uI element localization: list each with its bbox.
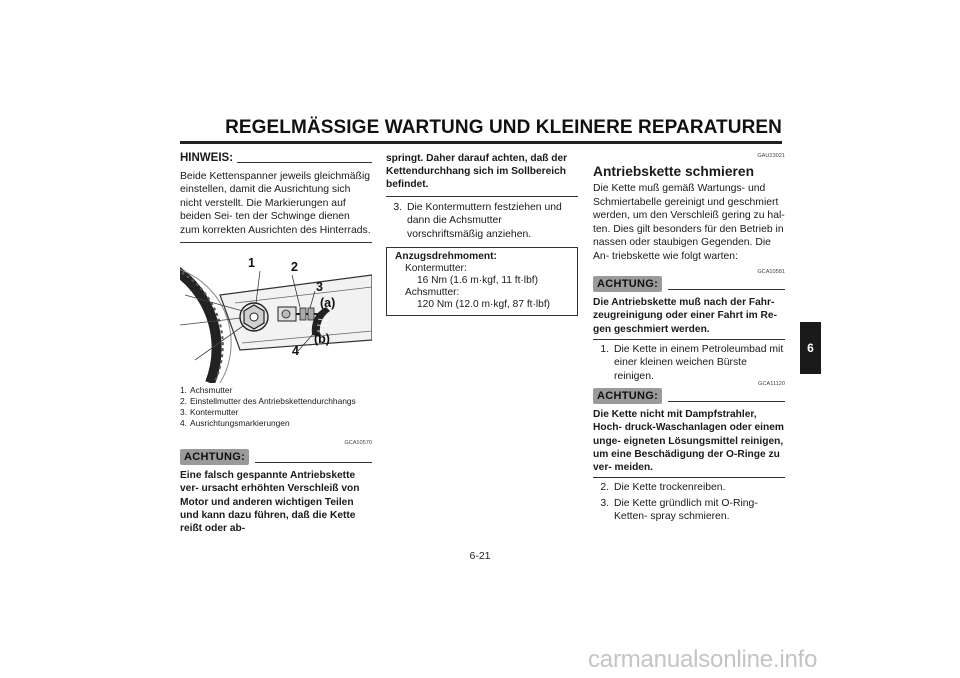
step-item — [386, 201, 578, 242]
callout-3: 3 — [316, 279, 323, 294]
callout-a: (a) — [320, 295, 336, 310]
legend-text: Achsmutter — [190, 384, 233, 395]
achtung-end-rule — [593, 339, 785, 340]
achtung-text: Die Kette nicht mit Dampfstrahler, Hoch- druck-Waschanlagen oder einem unge- eigneten Lösungsmittel reinigen, um eine Beschädigung der O-Ringe zu ver- meiden. — [593, 409, 784, 473]
step-text: Die Kette in einem Petroleumbad mit einer kleinen weichen Bürste reinigen. — [614, 343, 784, 382]
achtung-end-rule — [593, 477, 785, 478]
torque-label: Kontermutter: — [405, 263, 467, 275]
reference-code: GCA11120 — [758, 380, 785, 387]
legend-item — [180, 385, 372, 396]
callout-4: 4 — [292, 343, 299, 358]
legend-text: Ausrichtungsmarkierungen — [190, 417, 290, 428]
torque-value: 16 Nm (1.6 m·kgf, 11 ft·lbf) — [417, 275, 538, 287]
hinweis-end-rule — [180, 242, 372, 243]
achtung-heading-rule — [668, 289, 785, 290]
section-title: Antriebskette schmieren — [593, 164, 755, 179]
step-number: 2. — [600, 482, 609, 494]
achtung-heading — [593, 388, 785, 405]
step-text: Die Kette gründlich mit O-Ring-Ketten- spray schmieren. — [614, 497, 758, 523]
torque-title: Anzugsdrehmoment: — [395, 251, 497, 263]
step-item — [593, 343, 785, 384]
achtung-heading — [593, 276, 785, 293]
torque-value: 120 Nm (12.0 m·kgf, 87 ft·lbf) — [417, 299, 551, 311]
watermark: carmanualsonline.info — [588, 646, 818, 673]
achtung-badge: ACHTUNG: — [180, 449, 249, 466]
achtung-heading-rule — [255, 462, 372, 463]
achtung-text: Eine falsch gespannte Antriebskette ver- ursacht erhöhten Verschleiß von Motor und anderen wichtigen Teilen und kann dazu führen, daß die Kette reißt oder ab- — [180, 470, 360, 534]
step-number: 1. — [600, 343, 609, 355]
column-1 — [180, 152, 372, 535]
legend-text: Kontermutter — [190, 406, 239, 417]
step-item — [593, 497, 785, 524]
legend-item — [180, 407, 372, 418]
achtung-text: Die Antriebskette muß nach der Fahr- zeugreinigung oder einer Fahrt im Re- gen geschmiert werden. — [593, 297, 777, 335]
title-rule — [180, 141, 782, 144]
callout-1: 1 — [248, 255, 255, 270]
torque-spec-box — [386, 247, 578, 316]
achtung-end-rule — [386, 196, 578, 197]
legend-number: 3. — [180, 406, 187, 417]
legend-item — [180, 418, 372, 429]
achtung-heading-rule — [668, 401, 785, 402]
step-number: 3. — [393, 201, 402, 213]
achtung-continued-text: springt. Daher darauf achten, daß der Kettendurchhang sich im Sollbereich befindet. — [386, 153, 568, 191]
chain-adjuster-illustration — [180, 255, 372, 383]
legend-number: 4. — [180, 417, 187, 428]
hinweis-label: HINWEIS: — [180, 152, 234, 164]
section-intro: Die Kette muß gemäß Wartungs- und Schmiertabelle gereinigt und geschmiert werden, um den Verschleiß gering zu hal- ten. Dies gilt besonders für den Betrieb in nassen oder staubigen Gegenden. Die An- triebskette wie folgt warten: — [593, 183, 785, 262]
reference-code: GCA10581 — [757, 268, 785, 275]
reference-code: GAU23021 — [757, 153, 785, 159]
chapter-tab-label: 6 — [807, 341, 814, 355]
hinweis-text: Beide Kettenspanner jeweils gleichmäßig einstellen, damit die Ausrichtung sich nicht verstellt. Die Markierungen auf beiden Sei- ten der Schwinge dienen zum korrekten Ausrichten des Hinterrads. — [180, 170, 371, 236]
column-2 — [386, 152, 578, 316]
step-number: 3. — [600, 497, 609, 509]
chain-adjuster-figure — [180, 255, 372, 383]
hinweis-heading — [180, 152, 372, 166]
chapter-tab — [800, 322, 821, 374]
page-title: REGELMÄSSIGE WARTUNG UND KLEINERE REPARATUREN — [225, 117, 782, 138]
column-3 — [593, 152, 785, 524]
achtung-badge: ACHTUNG: — [593, 276, 662, 293]
legend-number: 2. — [180, 395, 187, 406]
torque-label: Achsmutter: — [405, 287, 460, 299]
reference-code: GCA10570 — [344, 439, 372, 446]
legend-item — [180, 396, 372, 407]
hinweis-heading-rule — [237, 162, 372, 163]
callout-2: 2 — [291, 259, 298, 274]
legend-text: Einstellmutter des Antriebskettendurchhangs — [190, 395, 356, 406]
achtung-heading — [180, 449, 372, 466]
legend-number: 1. — [180, 384, 187, 395]
step-text: Die Kette trockenreiben. — [614, 482, 726, 494]
step-item — [593, 481, 785, 495]
figure-legend — [180, 385, 372, 429]
achtung-badge: ACHTUNG: — [593, 388, 662, 405]
page-number: 6-21 — [469, 550, 491, 562]
callout-b: (b) — [314, 331, 330, 346]
step-text: Die Kontermuttern festziehen und dann die Achsmutter vorschriftsmäßig anziehen. — [407, 201, 562, 240]
